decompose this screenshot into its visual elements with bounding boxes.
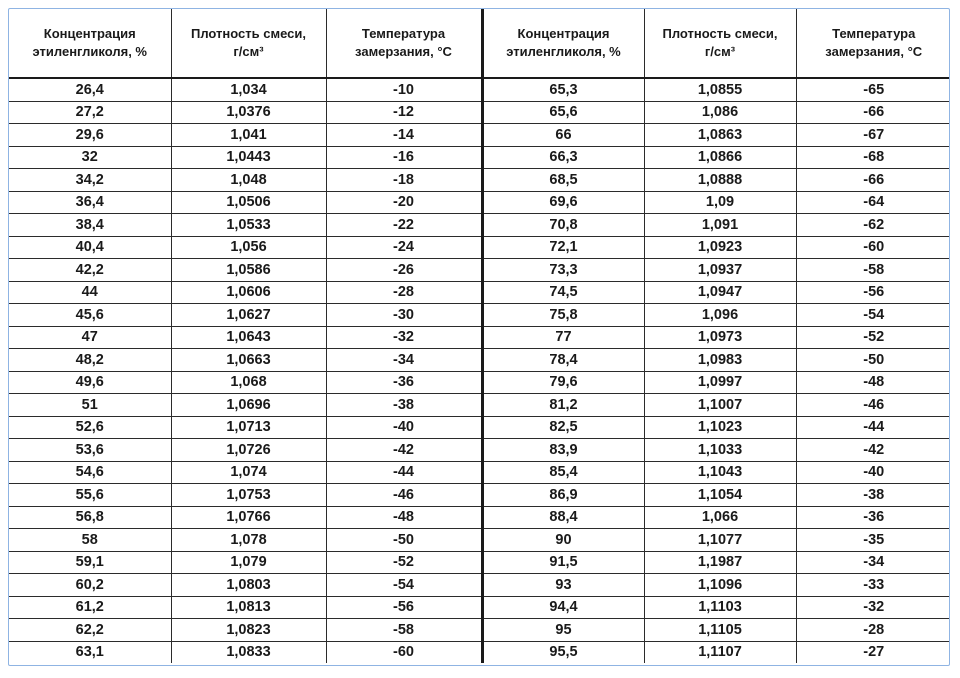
table-row [9, 146, 950, 169]
temperature-right-cell: -66 [796, 101, 950, 124]
antifreeze-table [9, 9, 950, 663]
temperature-left-cell: -40 [326, 416, 482, 439]
concentration-right-cell: 78,4 [482, 349, 644, 372]
concentration-right-cell: 75,8 [482, 304, 644, 327]
temperature-left-cell: -46 [326, 484, 482, 507]
density-left-cell: 1,034 [171, 78, 326, 101]
temperature-left-cell: -16 [326, 146, 482, 169]
density-left-cell: 1,0766 [171, 506, 326, 529]
temperature-right-cell: -28 [796, 619, 950, 642]
header-line: г/см³ [233, 44, 264, 59]
table-row [9, 394, 950, 417]
temperature-left-cell: -50 [326, 529, 482, 552]
header-line: Плотность смеси, [191, 26, 306, 41]
concentration-left-cell: 42,2 [9, 259, 171, 282]
density-right-cell: 1,1107 [644, 641, 796, 663]
temperature-left-cell: -18 [326, 169, 482, 192]
table-row [9, 101, 950, 124]
concentration-left-cell: 49,6 [9, 371, 171, 394]
header-line: этиленгликоля, % [32, 44, 147, 59]
table-row [9, 596, 950, 619]
table-row [9, 304, 950, 327]
temperature-left-cell: -20 [326, 191, 482, 214]
concentration-right-cell: 73,3 [482, 259, 644, 282]
concentration-right-cell: 72,1 [482, 236, 644, 259]
concentration-right-cell: 70,8 [482, 214, 644, 237]
concentration-left-cell: 61,2 [9, 596, 171, 619]
table-body [9, 78, 950, 663]
density-left-cell: 1,0813 [171, 596, 326, 619]
temperature-right-cell: -27 [796, 641, 950, 663]
concentration-right-cell: 66 [482, 124, 644, 147]
density-left-cell: 1,0726 [171, 439, 326, 462]
concentration-left-cell: 45,6 [9, 304, 171, 327]
concentration-left-cell: 55,6 [9, 484, 171, 507]
concentration-right-cell: 79,6 [482, 371, 644, 394]
header-temperature-right [796, 9, 950, 78]
concentration-left-cell: 56,8 [9, 506, 171, 529]
density-right-cell: 1,1096 [644, 574, 796, 597]
concentration-right-cell: 94,4 [482, 596, 644, 619]
concentration-right-cell: 90 [482, 529, 644, 552]
concentration-right-cell: 81,2 [482, 394, 644, 417]
density-right-cell: 1,1033 [644, 439, 796, 462]
table-row [9, 551, 950, 574]
temperature-left-cell: -44 [326, 461, 482, 484]
temperature-right-cell: -32 [796, 596, 950, 619]
header-line: этиленгликоля, % [506, 44, 621, 59]
concentration-right-cell: 93 [482, 574, 644, 597]
concentration-right-cell: 95,5 [482, 641, 644, 663]
concentration-right-cell: 88,4 [482, 506, 644, 529]
concentration-left-cell: 38,4 [9, 214, 171, 237]
table-row [9, 259, 950, 282]
concentration-right-cell: 66,3 [482, 146, 644, 169]
density-right-cell: 1,0863 [644, 124, 796, 147]
header-line: замерзания, °С [825, 44, 923, 59]
temperature-left-cell: -30 [326, 304, 482, 327]
table-row [9, 371, 950, 394]
concentration-left-cell: 63,1 [9, 641, 171, 663]
density-left-cell: 1,078 [171, 529, 326, 552]
density-left-cell: 1,0753 [171, 484, 326, 507]
concentration-left-cell: 53,6 [9, 439, 171, 462]
density-left-cell: 1,0443 [171, 146, 326, 169]
density-right-cell: 1,0888 [644, 169, 796, 192]
table-row [9, 236, 950, 259]
header-density-right [644, 9, 796, 78]
header-line: замерзания, °С [355, 44, 452, 59]
concentration-right-cell: 95 [482, 619, 644, 642]
temperature-right-cell: -62 [796, 214, 950, 237]
temperature-right-cell: -67 [796, 124, 950, 147]
header-line: г/см³ [704, 44, 736, 59]
concentration-left-cell: 27,2 [9, 101, 171, 124]
density-left-cell: 1,074 [171, 461, 326, 484]
table-row [9, 574, 950, 597]
density-right-cell: 1,1077 [644, 529, 796, 552]
header-density-left [171, 9, 326, 78]
temperature-right-cell: -36 [796, 506, 950, 529]
density-right-cell: 1,0937 [644, 259, 796, 282]
temperature-right-cell: -65 [796, 78, 950, 101]
header-concentration-left [9, 9, 171, 78]
table-header [9, 9, 950, 78]
density-right-cell: 1,1023 [644, 416, 796, 439]
concentration-left-cell: 51 [9, 394, 171, 417]
density-left-cell: 1,0627 [171, 304, 326, 327]
concentration-left-cell: 40,4 [9, 236, 171, 259]
temperature-right-cell: -66 [796, 169, 950, 192]
table-row [9, 484, 950, 507]
density-left-cell: 1,0586 [171, 259, 326, 282]
density-left-cell: 1,0713 [171, 416, 326, 439]
concentration-left-cell: 34,2 [9, 169, 171, 192]
temperature-left-cell: -54 [326, 574, 482, 597]
temperature-right-cell: -56 [796, 281, 950, 304]
temperature-left-cell: -36 [326, 371, 482, 394]
density-left-cell: 1,0663 [171, 349, 326, 372]
temperature-right-cell: -64 [796, 191, 950, 214]
temperature-right-cell: -46 [796, 394, 950, 417]
density-right-cell: 1,09 [644, 191, 796, 214]
temperature-left-cell: -60 [326, 641, 482, 663]
table-row [9, 169, 950, 192]
density-right-cell: 1,1043 [644, 461, 796, 484]
density-left-cell: 1,0606 [171, 281, 326, 304]
concentration-left-cell: 48,2 [9, 349, 171, 372]
concentration-right-cell: 86,9 [482, 484, 644, 507]
concentration-left-cell: 60,2 [9, 574, 171, 597]
temperature-right-cell: -35 [796, 529, 950, 552]
table-row [9, 461, 950, 484]
density-right-cell: 1,066 [644, 506, 796, 529]
table-row [9, 506, 950, 529]
concentration-right-cell: 91,5 [482, 551, 644, 574]
density-left-cell: 1,0643 [171, 326, 326, 349]
density-right-cell: 1,0923 [644, 236, 796, 259]
table-row [9, 619, 950, 642]
density-right-cell: 1,0983 [644, 349, 796, 372]
density-right-cell: 1,0855 [644, 78, 796, 101]
density-left-cell: 1,0803 [171, 574, 326, 597]
concentration-left-cell: 47 [9, 326, 171, 349]
concentration-left-cell: 26,4 [9, 78, 171, 101]
temperature-left-cell: -24 [326, 236, 482, 259]
header-line: Температура [832, 26, 916, 41]
density-left-cell: 1,041 [171, 124, 326, 147]
density-right-cell: 1,0973 [644, 326, 796, 349]
table-row [9, 281, 950, 304]
table-row [9, 191, 950, 214]
table-row [9, 124, 950, 147]
temperature-left-cell: -38 [326, 394, 482, 417]
temperature-left-cell: -28 [326, 281, 482, 304]
table-row [9, 529, 950, 552]
density-left-cell: 1,056 [171, 236, 326, 259]
table-row [9, 349, 950, 372]
header-line: Концентрация [43, 26, 136, 41]
temperature-right-cell: -52 [796, 326, 950, 349]
table-row [9, 439, 950, 462]
density-left-cell: 1,079 [171, 551, 326, 574]
temperature-left-cell: -12 [326, 101, 482, 124]
density-left-cell: 1,068 [171, 371, 326, 394]
concentration-right-cell: 85,4 [482, 461, 644, 484]
density-right-cell: 1,0997 [644, 371, 796, 394]
concentration-left-cell: 29,6 [9, 124, 171, 147]
concentration-right-cell: 68,5 [482, 169, 644, 192]
temperature-left-cell: -26 [326, 259, 482, 282]
header-line: Плотность смеси, [662, 26, 778, 41]
density-right-cell: 1,091 [644, 214, 796, 237]
density-right-cell: 1,1054 [644, 484, 796, 507]
table-frame [8, 8, 950, 666]
temperature-left-cell: -58 [326, 619, 482, 642]
temperature-left-cell: -22 [326, 214, 482, 237]
concentration-right-cell: 65,3 [482, 78, 644, 101]
temperature-left-cell: -34 [326, 349, 482, 372]
concentration-left-cell: 54,6 [9, 461, 171, 484]
density-left-cell: 1,048 [171, 169, 326, 192]
density-left-cell: 1,0696 [171, 394, 326, 417]
concentration-right-cell: 74,5 [482, 281, 644, 304]
concentration-left-cell: 32 [9, 146, 171, 169]
table-row [9, 78, 950, 101]
temperature-left-cell: -42 [326, 439, 482, 462]
density-left-cell: 1,0833 [171, 641, 326, 663]
header-temperature-left [326, 9, 482, 78]
temperature-right-cell: -48 [796, 371, 950, 394]
temperature-right-cell: -34 [796, 551, 950, 574]
concentration-right-cell: 83,9 [482, 439, 644, 462]
header-line: Температура [361, 26, 446, 41]
table-row [9, 416, 950, 439]
density-right-cell: 1,1103 [644, 596, 796, 619]
density-left-cell: 1,0533 [171, 214, 326, 237]
header-row [9, 9, 950, 78]
header-concentration-right [482, 9, 644, 78]
density-left-cell: 1,0376 [171, 101, 326, 124]
concentration-left-cell: 59,1 [9, 551, 171, 574]
temperature-right-cell: -54 [796, 304, 950, 327]
density-left-cell: 1,0823 [171, 619, 326, 642]
table-row [9, 326, 950, 349]
concentration-right-cell: 77 [482, 326, 644, 349]
concentration-right-cell: 82,5 [482, 416, 644, 439]
concentration-left-cell: 52,6 [9, 416, 171, 439]
density-right-cell: 1,1007 [644, 394, 796, 417]
temperature-left-cell: -10 [326, 78, 482, 101]
table-row [9, 641, 950, 663]
density-right-cell: 1,0866 [644, 146, 796, 169]
temperature-right-cell: -42 [796, 439, 950, 462]
temperature-right-cell: -38 [796, 484, 950, 507]
header-line: Концентрация [517, 26, 610, 41]
temperature-left-cell: -14 [326, 124, 482, 147]
table-row [9, 214, 950, 237]
temperature-right-cell: -33 [796, 574, 950, 597]
concentration-left-cell: 62,2 [9, 619, 171, 642]
temperature-right-cell: -60 [796, 236, 950, 259]
temperature-left-cell: -32 [326, 326, 482, 349]
concentration-left-cell: 44 [9, 281, 171, 304]
temperature-right-cell: -58 [796, 259, 950, 282]
concentration-right-cell: 69,6 [482, 191, 644, 214]
temperature-right-cell: -44 [796, 416, 950, 439]
density-left-cell: 1,0506 [171, 191, 326, 214]
density-right-cell: 1,086 [644, 101, 796, 124]
temperature-right-cell: -50 [796, 349, 950, 372]
concentration-right-cell: 65,6 [482, 101, 644, 124]
temperature-right-cell: -68 [796, 146, 950, 169]
concentration-left-cell: 36,4 [9, 191, 171, 214]
temperature-left-cell: -56 [326, 596, 482, 619]
temperature-left-cell: -52 [326, 551, 482, 574]
temperature-left-cell: -48 [326, 506, 482, 529]
density-right-cell: 1,0947 [644, 281, 796, 304]
density-right-cell: 1,1105 [644, 619, 796, 642]
density-right-cell: 1,1987 [644, 551, 796, 574]
density-right-cell: 1,096 [644, 304, 796, 327]
concentration-left-cell: 58 [9, 529, 171, 552]
temperature-right-cell: -40 [796, 461, 950, 484]
